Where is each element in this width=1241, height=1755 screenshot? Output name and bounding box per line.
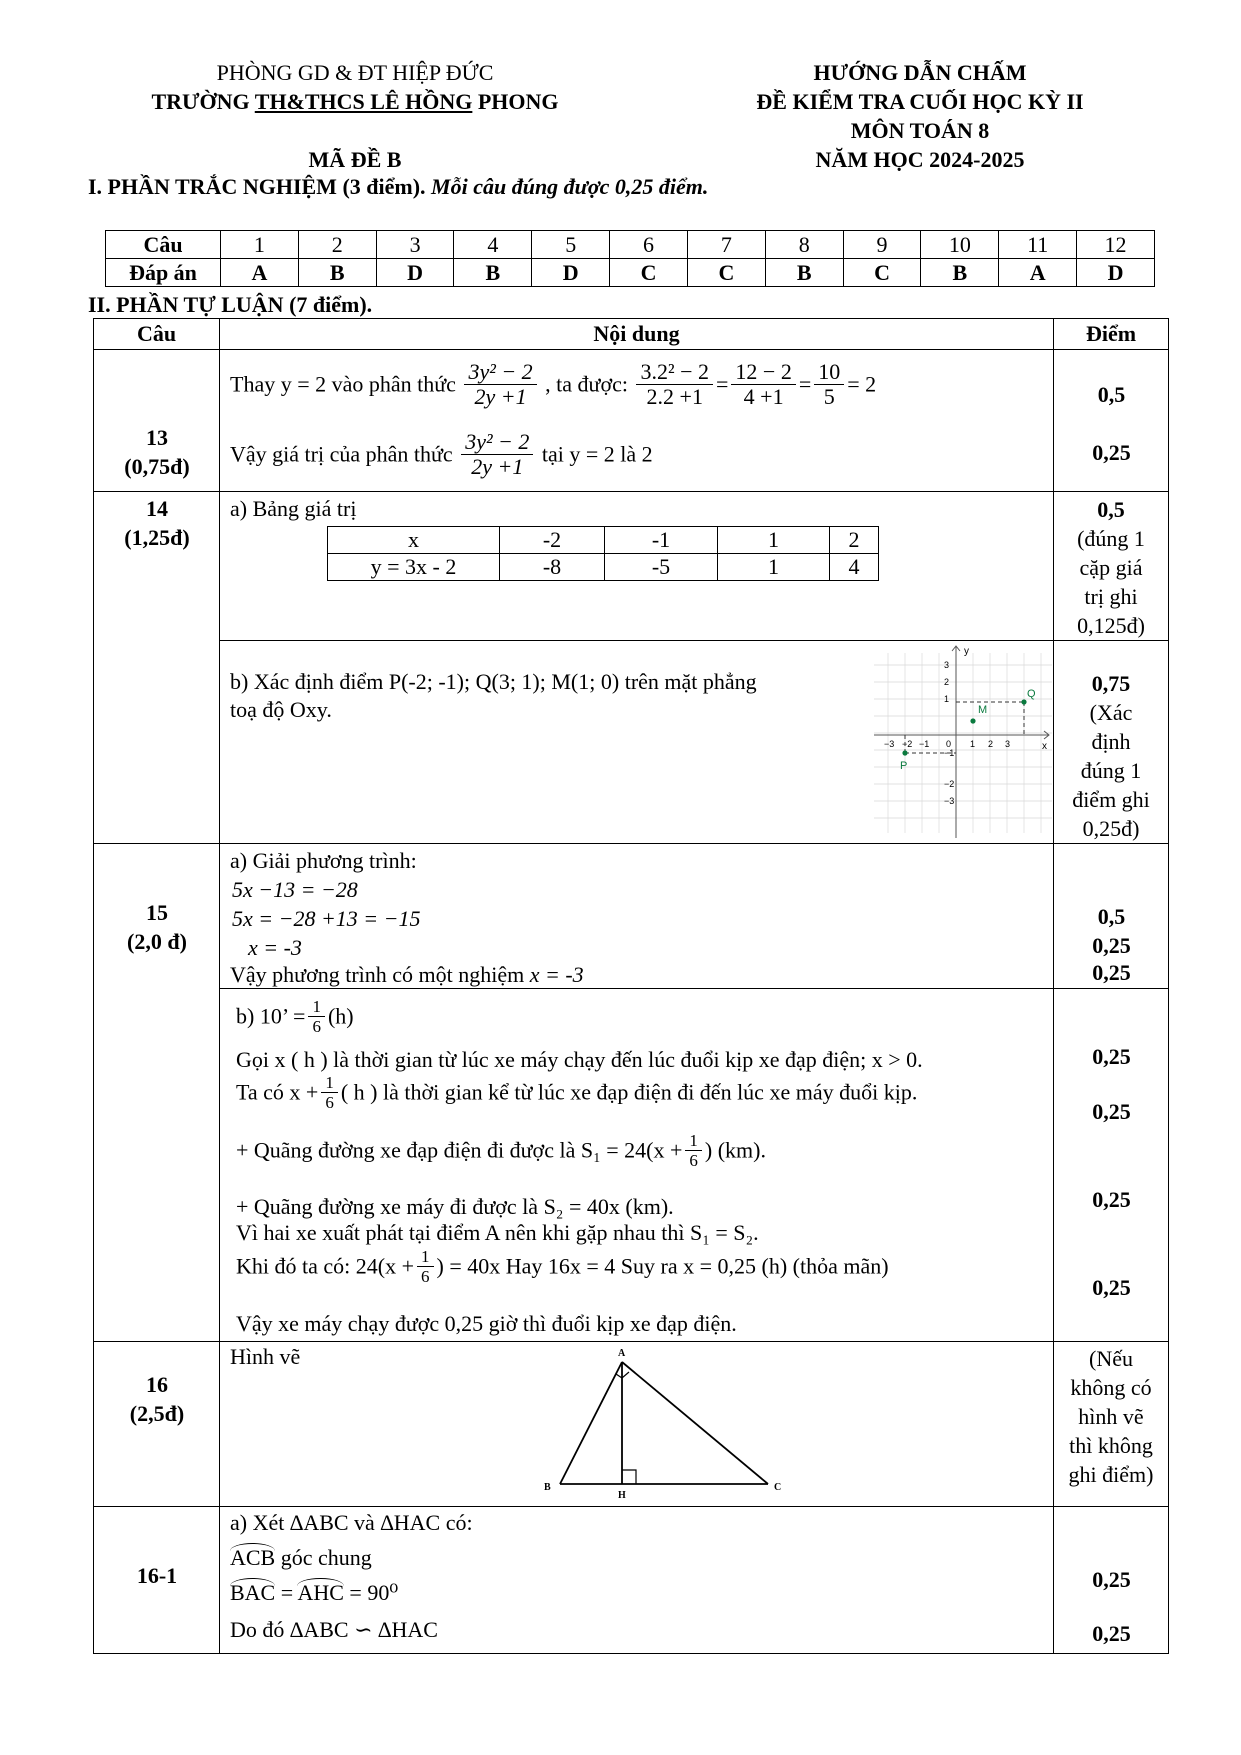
figure-note: hình vẽ bbox=[1078, 1404, 1144, 1429]
fraction-one-sixth bbox=[308, 997, 325, 1036]
angle-ahc: AHC bbox=[297, 1580, 344, 1605]
q16-number: 16 bbox=[146, 1372, 168, 1397]
figure-note: không có bbox=[1070, 1375, 1152, 1400]
q16-figure-cell bbox=[220, 1342, 1054, 1507]
q14b-content-cell bbox=[220, 641, 1054, 844]
q13-score-1: 0,5 bbox=[1097, 382, 1126, 407]
q15b-line4-post: ) (km). bbox=[704, 1137, 766, 1163]
q15b-line3-post: ( h ) là thời gian kể từ lúc xe đạp điện đi đến lúc xe máy đuổi kịp. bbox=[340, 1079, 918, 1105]
q13-line1-text: Thay y = 2 vào phân thức bbox=[230, 371, 456, 397]
question-number: 8 bbox=[765, 231, 843, 259]
coordinate-graph bbox=[874, 643, 1054, 839]
q13-fraction-expr-2 bbox=[461, 430, 533, 479]
q15b-time-conversion bbox=[236, 997, 354, 1036]
right-angle-value: = 90⁰ bbox=[343, 1580, 399, 1605]
q16-1-score-cell bbox=[1054, 1507, 1169, 1654]
q15a-step2: 5x = −28 +13 = −15 bbox=[232, 906, 421, 931]
school-prefix: TRƯỜNG bbox=[151, 89, 255, 114]
q16-1-conclusion: Do đó ∆ABC ∽ ∆HAC bbox=[230, 1617, 438, 1642]
q15a-score: 0,25 bbox=[1092, 960, 1131, 985]
x-tick-label: −3 bbox=[884, 739, 895, 749]
q14b-line1: b) Xác định điểm P(-2; -1); Q(3; 1); M(1; 0) trên mặt phẳng bbox=[230, 669, 757, 694]
q15-label-cell bbox=[94, 844, 220, 1342]
question-number: 1 bbox=[221, 231, 299, 259]
x-tick-label: 1 bbox=[970, 739, 976, 749]
q15a-step1: 5x −13 = −28 bbox=[232, 877, 358, 902]
school-suffix: PHONG bbox=[472, 89, 559, 114]
answer-table bbox=[105, 230, 1155, 287]
q13-result: = 2 bbox=[847, 371, 877, 397]
q15b-distance-motorbike: + Quãng đường xe máy đi được là S₂ = 40x (km). bbox=[236, 1194, 674, 1219]
school-year: NĂM HỌC 2024-2025 bbox=[815, 147, 1025, 172]
x-tick-label: 3 bbox=[1005, 739, 1011, 749]
frac-numerator: 12 − 2 bbox=[731, 360, 795, 385]
q15a-score-cell bbox=[1054, 844, 1169, 989]
part1-note: Mỗi câu đúng được 0,25 điểm. bbox=[431, 174, 709, 199]
angle-bac: BAC bbox=[230, 1580, 276, 1605]
q15b-line1-pre: b) 10’ = bbox=[236, 1003, 306, 1029]
q15b-score: 0,25 bbox=[1092, 1275, 1131, 1300]
y-tick-label: 3 bbox=[944, 660, 950, 670]
q16-1-consider: a) Xét ∆ABC và ∆HAC có: bbox=[230, 1510, 473, 1535]
q13-fraction-expr bbox=[464, 360, 536, 409]
fraction-one-sixth bbox=[417, 1247, 434, 1286]
figure-note: (Nếu bbox=[1089, 1346, 1133, 1371]
question-number: 12 bbox=[1077, 231, 1155, 259]
q16-label-cell bbox=[94, 1342, 220, 1507]
figure-note: thì không bbox=[1069, 1433, 1153, 1458]
point-m bbox=[970, 718, 975, 723]
q14b-note: điểm ghi bbox=[1072, 787, 1150, 812]
graph-axes bbox=[874, 646, 1049, 838]
q14a-note: trị ghi bbox=[1084, 584, 1138, 609]
equals-sign: = bbox=[798, 371, 812, 397]
y-tick-label: 1 bbox=[944, 694, 950, 704]
q14b-note: định bbox=[1091, 729, 1131, 754]
q16-figure-row bbox=[94, 1342, 1169, 1507]
question-number: 7 bbox=[687, 231, 765, 259]
q15b-line3-pre: Ta có x + bbox=[236, 1079, 319, 1105]
q16-1-right-angles bbox=[230, 1580, 398, 1606]
question-number: 3 bbox=[376, 231, 454, 259]
question-row-label: Câu bbox=[106, 231, 221, 259]
essay-header-row bbox=[94, 319, 1169, 350]
q16-1-row bbox=[94, 1507, 1169, 1654]
question-number: 4 bbox=[454, 231, 532, 259]
q13-score-2: 0,25 bbox=[1092, 440, 1131, 465]
question-number: 2 bbox=[298, 231, 376, 259]
frac-denominator: 6 bbox=[325, 1093, 334, 1112]
value-cell: -5 bbox=[605, 554, 718, 581]
header-left bbox=[100, 58, 610, 116]
fraction-one-sixth bbox=[685, 1131, 702, 1170]
equals-sign: = bbox=[716, 371, 729, 397]
q14-label-cell bbox=[94, 492, 220, 844]
school-name bbox=[100, 87, 610, 116]
x-tick-label: 2 bbox=[988, 739, 994, 749]
q14a-content-cell bbox=[220, 492, 1054, 641]
q14a-title: a) Bảng giá trị bbox=[230, 496, 357, 521]
frac-numerator: 1 bbox=[308, 997, 325, 1017]
q13-line2-text: Vậy giá trị của phân thức bbox=[230, 441, 453, 467]
frac-numerator: 10 bbox=[814, 360, 844, 385]
q15a-conclusion-text: Vậy phương trình có một nghiệm bbox=[230, 962, 525, 987]
q15b-score: 0,25 bbox=[1092, 1099, 1131, 1124]
q15b-line7-pre: Khi đó ta có: 24(x + bbox=[236, 1253, 414, 1279]
q16-1-number: 16-1 bbox=[136, 1563, 178, 1588]
q15b-distance-bike bbox=[236, 1131, 766, 1170]
answer-cell: D bbox=[532, 259, 610, 287]
q13-number: 13 bbox=[146, 425, 168, 450]
q13-points: (0,75đ) bbox=[124, 454, 190, 479]
q14a-score-cell bbox=[1054, 492, 1169, 641]
point-q bbox=[1021, 699, 1026, 704]
q15b-row bbox=[94, 989, 1169, 1342]
q14b-score-cell bbox=[1054, 641, 1169, 844]
q15a-title: a) Giải phương trình: bbox=[230, 848, 417, 873]
q16-points: (2,5đ) bbox=[129, 1401, 185, 1426]
q15b-line7-post: ) = 40x Hay 16x = 4 Suy ra x = 0,25 (h) (thỏa mãn) bbox=[436, 1253, 889, 1279]
q16-1-label-cell bbox=[94, 1507, 220, 1654]
answer-cell: B bbox=[454, 259, 532, 287]
q15b-time-expr bbox=[236, 1073, 917, 1112]
value-cell: 1 bbox=[718, 554, 830, 581]
q14b-note: (Xác bbox=[1089, 700, 1133, 725]
q16-1-score: 0,25 bbox=[1092, 1567, 1131, 1592]
frac-denominator: 2y +1 bbox=[471, 454, 524, 479]
q15b-let-x: Gọi x ( h ) là thời gian từ lúc xe máy chạy đến lúc đuổi kịp xe đạp điện; x > 0. bbox=[236, 1047, 923, 1072]
equals-sign: = bbox=[275, 1580, 298, 1605]
q15b-score: 0,25 bbox=[1092, 1187, 1131, 1212]
q16-figure-title: Hình vẽ bbox=[230, 1344, 301, 1369]
q15b-content-cell bbox=[220, 989, 1054, 1342]
q13-frac-final bbox=[814, 360, 844, 409]
value-table-row-y bbox=[328, 554, 879, 581]
value-cell: 4 bbox=[830, 554, 879, 581]
y-tick-label: −2 bbox=[944, 779, 955, 789]
q16-1-content-cell bbox=[220, 1507, 1054, 1654]
q16-figure-note-cell bbox=[1054, 1342, 1169, 1507]
value-cell: -2 bbox=[500, 527, 605, 554]
point-m-label: M bbox=[978, 704, 988, 716]
q14b-row bbox=[94, 641, 1169, 844]
q15-number: 15 bbox=[146, 900, 168, 925]
graph-grid bbox=[874, 653, 1052, 833]
guide-title: HƯỚNG DẪN CHẤM bbox=[813, 60, 1027, 85]
q16-1-score: 0,25 bbox=[1092, 1621, 1131, 1646]
q15-points: (2,0 đ) bbox=[127, 929, 187, 954]
value-cell: 1 bbox=[718, 527, 830, 554]
q15b-score: 0,25 bbox=[1092, 1044, 1131, 1069]
q15a-conclusion-value: x = -3 bbox=[529, 962, 584, 987]
question-number: 5 bbox=[532, 231, 610, 259]
school-underlined: TH&THCS LÊ HỒNG bbox=[254, 89, 473, 114]
q15a-step3: x = -3 bbox=[248, 935, 302, 960]
q16-1-common-angle bbox=[230, 1545, 372, 1571]
question-number: 10 bbox=[921, 231, 999, 259]
value-cell: y = 3x - 2 bbox=[328, 554, 500, 581]
answer-cell: C bbox=[610, 259, 688, 287]
value-cell: -8 bbox=[500, 554, 605, 581]
value-cell: 2 bbox=[830, 527, 879, 554]
frac-denominator: 6 bbox=[312, 1017, 321, 1036]
part1-title: I. PHẦN TRẮC NGHIỆM (3 điểm). bbox=[88, 174, 426, 199]
col-header-noidung: Nội dung bbox=[220, 319, 1054, 350]
frac-denominator: 4 +1 bbox=[743, 384, 784, 409]
q14a-score: 0,5 bbox=[1097, 497, 1125, 522]
col-header-cau: Câu bbox=[94, 319, 220, 350]
origin-label: 0 bbox=[946, 739, 952, 749]
answer-cell: B bbox=[921, 259, 999, 287]
x-tick-label: −1 bbox=[919, 739, 930, 749]
q13-line2-post: tại y = 2 là 2 bbox=[541, 441, 653, 467]
question-number: 6 bbox=[610, 231, 688, 259]
q14-points: (1,25đ) bbox=[124, 525, 190, 550]
frac-numerator: 1 bbox=[417, 1247, 434, 1267]
frac-numerator: 3.2² − 2 bbox=[636, 360, 713, 385]
answer-cell: C bbox=[687, 259, 765, 287]
frac-numerator: 3y² − 2 bbox=[461, 430, 533, 455]
vertex-b-label: B bbox=[544, 1482, 551, 1493]
q15a-score: 0,5 bbox=[1097, 904, 1126, 929]
q13-line1-mid: , ta được: bbox=[545, 371, 628, 397]
q13-score-cell bbox=[1054, 350, 1169, 492]
right-angle-marks bbox=[616, 1372, 636, 1484]
q14b-line2: toạ độ Oxy. bbox=[230, 697, 332, 722]
q13-content-cell bbox=[220, 350, 1054, 492]
q14b-note: 0,25đ) bbox=[1082, 816, 1140, 841]
q15a-conclusion bbox=[230, 960, 584, 989]
point-q-label: Q bbox=[1027, 688, 1036, 700]
y-axis-label: y bbox=[964, 646, 969, 657]
q14a-row bbox=[94, 492, 1169, 641]
figure-note: ghi điểm) bbox=[1068, 1462, 1154, 1487]
q14a-note: (đúng 1 bbox=[1077, 526, 1145, 551]
q13-frac-simplified bbox=[731, 360, 795, 409]
frac-numerator: 1 bbox=[685, 1131, 702, 1151]
part1-heading bbox=[88, 174, 708, 200]
point-p-label: P bbox=[900, 760, 908, 772]
q13-frac-substituted bbox=[636, 360, 713, 409]
frac-denominator: 5 bbox=[823, 384, 835, 409]
y-tick-label: −1 bbox=[944, 748, 955, 758]
q15b-line1-post: (h) bbox=[327, 1003, 354, 1029]
vertex-c-label: C bbox=[774, 1482, 782, 1493]
value-table-row-x bbox=[328, 527, 879, 554]
frac-numerator: 1 bbox=[321, 1073, 338, 1093]
x-tick-label: −2 bbox=[902, 739, 913, 749]
q15b-equation bbox=[236, 1247, 889, 1286]
q15a-row bbox=[94, 844, 1169, 989]
q15a-score: 0,25 bbox=[1092, 933, 1131, 958]
q13-line1 bbox=[230, 360, 876, 409]
frac-denominator: 6 bbox=[689, 1151, 698, 1170]
question-number: 11 bbox=[999, 231, 1077, 259]
q15b-meeting: Vì hai xe xuất phát tại điểm A nên khi gặp nhau thì S₁ = S₂. bbox=[236, 1220, 759, 1245]
answer-cell: C bbox=[843, 259, 921, 287]
answer-cell: B bbox=[298, 259, 376, 287]
q14-number: 14 bbox=[146, 496, 168, 521]
q15b-line4-pre: + Quãng đường xe đạp điện đi được là S₁ = 24(x + bbox=[236, 1137, 683, 1163]
subject: MÔN TOÁN 8 bbox=[850, 118, 990, 143]
vertex-a-label: A bbox=[618, 1348, 626, 1359]
triangle-figure bbox=[538, 1344, 808, 1504]
q14a-note: cặp giá bbox=[1079, 555, 1143, 580]
value-cell: x bbox=[328, 527, 500, 554]
exam-title: ĐỀ KIỂM TRA CUỐI HỌC KỲ II bbox=[756, 89, 1084, 114]
q13-line2 bbox=[230, 430, 653, 479]
frac-denominator: 2.2 +1 bbox=[646, 384, 703, 409]
q15a-content-cell bbox=[220, 844, 1054, 989]
frac-denominator: 6 bbox=[421, 1267, 430, 1286]
q14b-note: đúng 1 bbox=[1080, 758, 1142, 783]
exam-code: MÃ ĐỀ B bbox=[308, 147, 402, 172]
q14a-note: 0,125đ) bbox=[1077, 613, 1145, 638]
part2-title: II. PHẦN TỰ LUẬN (7 điểm). bbox=[88, 292, 373, 317]
answer-cell: A bbox=[221, 259, 299, 287]
y-tick-label: −3 bbox=[944, 796, 955, 806]
answer-cell: D bbox=[1077, 259, 1155, 287]
x-axis-label: x bbox=[1042, 741, 1047, 752]
q15b-conclusion: Vậy xe máy chạy được 0,25 giờ thì đuổi kịp xe đạp điện. bbox=[236, 1311, 737, 1336]
q15b-score-cell bbox=[1054, 989, 1169, 1342]
frac-numerator: 3y² − 2 bbox=[464, 360, 536, 385]
value-table bbox=[327, 526, 879, 581]
answer-row bbox=[106, 259, 1155, 287]
answer-cell: A bbox=[999, 259, 1077, 287]
point-p bbox=[902, 750, 907, 755]
answer-row-label: Đáp án bbox=[106, 259, 221, 287]
frac-denominator: 2y +1 bbox=[474, 384, 527, 409]
col-header-diem: Điểm bbox=[1054, 319, 1169, 350]
point-h-label: H bbox=[618, 1490, 626, 1501]
q13-label-cell bbox=[94, 350, 220, 492]
header-right bbox=[680, 58, 1160, 174]
angle-acb: ACB bbox=[230, 1545, 276, 1570]
common-angle-text: góc chung bbox=[275, 1545, 372, 1570]
fraction-one-sixth bbox=[321, 1073, 338, 1112]
essay-table bbox=[93, 318, 1169, 1654]
q13-row bbox=[94, 350, 1169, 492]
question-number: 9 bbox=[843, 231, 921, 259]
answer-cell: D bbox=[376, 259, 454, 287]
y-tick-label: 2 bbox=[944, 677, 950, 687]
answer-cell: B bbox=[765, 259, 843, 287]
department-name: PHÒNG GD & ĐT HIỆP ĐỨC bbox=[216, 60, 494, 85]
question-row bbox=[106, 231, 1155, 259]
triangle-lines bbox=[560, 1362, 768, 1484]
q14b-score: 0,75 bbox=[1091, 671, 1131, 696]
value-cell: -1 bbox=[605, 527, 718, 554]
